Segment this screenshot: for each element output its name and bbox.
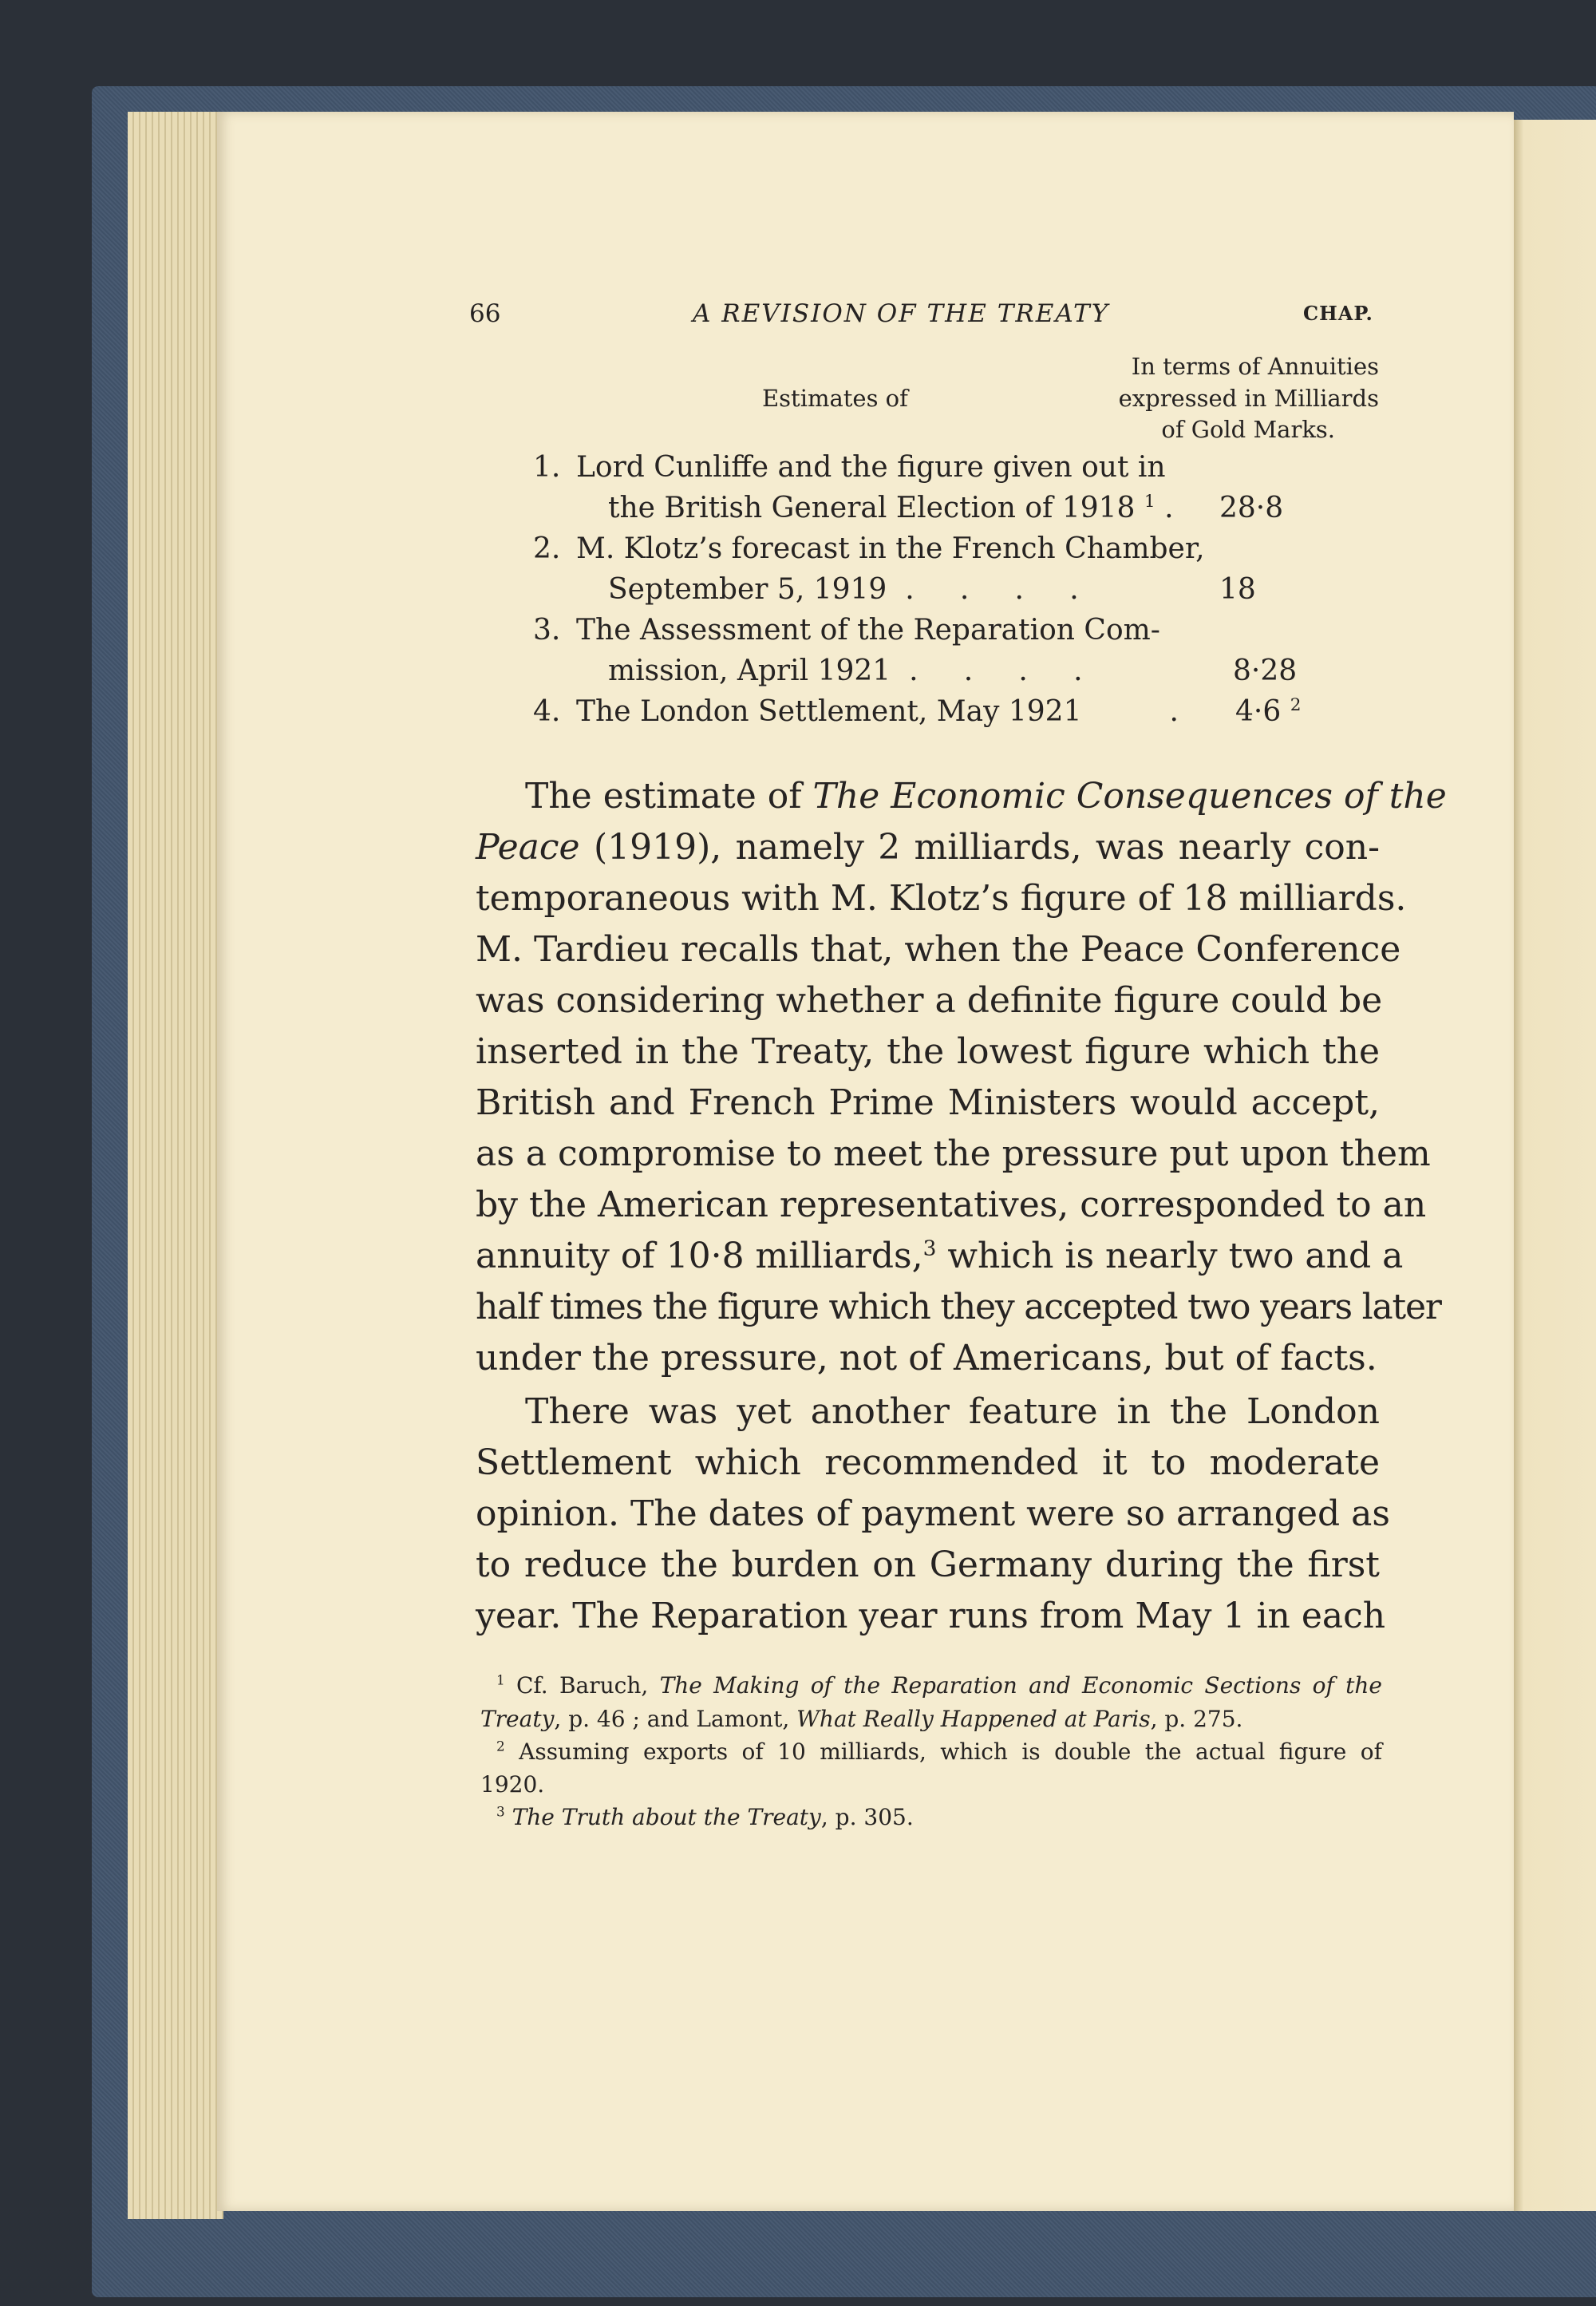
paragraph-line: British and French Prime Ministers would accept, bbox=[476, 1082, 1380, 1123]
paragraph-line: Settlement which recommended it to moderate bbox=[476, 1442, 1380, 1483]
table-row-text: Lord Cunliffe and the figure given out in bbox=[576, 451, 1166, 484]
table-row-text: M. Klotz’s forecast in the French Chamber, bbox=[576, 532, 1205, 565]
paragraph-line: as a compromise to meet the pressure put upon them bbox=[476, 1133, 1431, 1174]
paragraph-line: opinion. The dates of payment were so arranged as bbox=[476, 1493, 1390, 1534]
table-row-text: The Assessment of the Reparation Com- bbox=[576, 614, 1160, 647]
paragraph-line: by the American representatives, corresponded to an bbox=[476, 1185, 1427, 1225]
paragraph-line: under the pressure, not of Americans, but of facts. bbox=[476, 1338, 1377, 1378]
table-header-right-line2: expressed in Milliards bbox=[1118, 385, 1379, 412]
table-row-value: 4·6 $^2$ bbox=[1235, 695, 1302, 728]
footnote-1: $^1$ Cf. Baruch, The Making of the Reparation and Economic Sections of the bbox=[496, 1671, 1382, 1699]
table-row-value: 8·28 bbox=[1233, 655, 1298, 687]
paragraph-line: half times the figure which they accepted two years later bbox=[476, 1287, 1441, 1327]
adjacent-page-edge bbox=[1514, 120, 1596, 2211]
paragraph-line: to reduce the burden on Germany during the first bbox=[476, 1545, 1380, 1585]
table-row-number: 1. bbox=[533, 451, 561, 484]
table-row-text-continued: the British General Election of 1918 $^1$ . bbox=[608, 492, 1174, 524]
table-row-number: 4. bbox=[533, 695, 561, 728]
table-row-text-continued: September 5, 1919 . . . . bbox=[608, 573, 1079, 606]
table-header-left: Estimates of bbox=[762, 385, 908, 412]
table-row-number: 3. bbox=[533, 614, 561, 647]
footnote-marker: 2 bbox=[1290, 695, 1302, 715]
paragraph-line: temporaneous with M. Klotz’s figure of 18 milliards. bbox=[476, 878, 1407, 919]
paragraph-line: was considering whether a definite figure could be bbox=[476, 980, 1383, 1021]
footnote-marker: 3 bbox=[922, 1236, 937, 1261]
chapter-marker: CHAP. bbox=[1303, 302, 1373, 325]
footnote-2-continued: 1920. bbox=[480, 1771, 545, 1798]
paragraph-line: annuity of 10·8 milliards,$^3$ which is nearly two and a bbox=[476, 1236, 1404, 1276]
table-row-value: 28·8 bbox=[1219, 492, 1284, 524]
footnote-2: $^2$ Assuming exports of 10 milliards, which is double the actual figure of bbox=[496, 1738, 1382, 1765]
table-header-right-line1: In terms of Annuities bbox=[1131, 353, 1379, 380]
paragraph-line: Peace (1919), namely 2 milliards, was nearly con- bbox=[476, 827, 1380, 868]
paragraph-line: year. The Reparation year runs from May 1 in each bbox=[476, 1596, 1386, 1636]
table-header-right-line3: of Gold Marks. bbox=[1161, 416, 1335, 443]
footnote-3: $^3$ The Truth about the Treaty, p. 305. bbox=[496, 1803, 914, 1830]
paragraph-line: The estimate of The Economic Consequences of the bbox=[525, 776, 1447, 817]
footnote-1-continued: Treaty, p. 46 ; and Lamont, What Really Happened at Paris, p. 275. bbox=[480, 1706, 1243, 1732]
paragraph-line: There was yet another feature in the London bbox=[525, 1391, 1380, 1432]
running-title: A REVISION OF THE TREATY bbox=[693, 299, 1110, 328]
table-row-text: The London Settlement, May 1921 . bbox=[576, 695, 1179, 728]
paragraph-line: inserted in the Treaty, the lowest figure which the bbox=[476, 1031, 1380, 1072]
page-number: 66 bbox=[469, 299, 501, 328]
table-row-text-continued: mission, April 1921 . . . . bbox=[608, 655, 1083, 687]
footnote-marker: 1 bbox=[1144, 492, 1156, 512]
table-row-number: 2. bbox=[533, 532, 561, 565]
paragraph-line: M. Tardieu recalls that, when the Peace Conference bbox=[476, 929, 1401, 970]
page-edges bbox=[128, 112, 223, 2219]
table-row-value: 18 bbox=[1219, 573, 1256, 606]
